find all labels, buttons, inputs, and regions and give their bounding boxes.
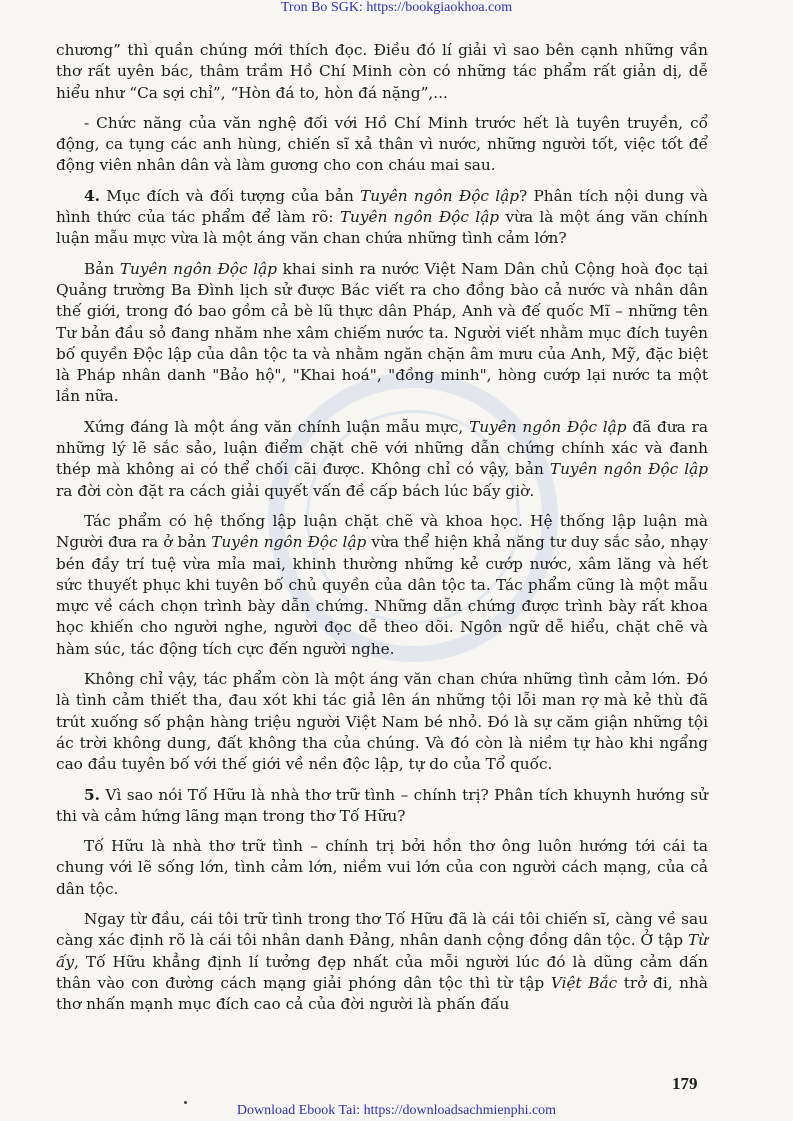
text-segment: vừa là một áng văn chính luận mẫu mực vừa là một áng văn chan chứa những tình cảm lớn? <box>56 208 709 248</box>
body-paragraph <box>56 113 708 177</box>
text-segment: Mục đích và đối tượng của bản <box>99 186 361 205</box>
text-segment: - Chức năng của văn nghệ đối với Hồ Chí Minh trước hết là tuyên truyền, cổ động, ca tụng các anh hùng, chiến sĩ xả thân vì nước, những người tốt, việc tốt để động viên nhân dân và làm gương cho con cháu mai sau. <box>56 113 708 175</box>
page-body <box>56 40 708 1015</box>
text-segment: Không chỉ vậy, tác phẩm còn là một áng văn chan chứa những tình cảm lớn. Đó là tình cảm thiết tha, đau xót khi tác giả lên án những tội lỗi man rợ mà kẻ thù đã trút xuống số phận hàng triệu người Việt Nam bé nhỏ. Đó là sự căm giận những tội ác trời không dung, đất không tha của chúng. Và đó còn là niềm tự hào khi ngẩng cao đầu tuyên bố với thế giới về nền độc lập, tự do của Tổ quốc. <box>56 670 708 774</box>
italic-title: Việt Bắc <box>550 973 618 992</box>
text-segment: ? Phân tích nội dung và hình thức của tác phẩm để làm rõ: <box>56 186 709 227</box>
text-segment: Xứng đáng là một áng văn chính luận mẫu mực, <box>84 417 470 436</box>
body-paragraph <box>56 836 708 900</box>
text-segment: Vì sao nói Tố Hữu là nhà thơ trữ tình – chính trị? Phân tích khuynh hướng sử thi và cảm hứng lãng mạn trong thơ Tố Hữu? <box>56 785 708 825</box>
text-segment: Tố Hữu là nhà thơ trữ tình – chính trị bởi hồn thơ ông luôn hướng tới cái ta chung với lẽ sống lớn, tình cảm lớn, niềm vui lớn của con người cách mạng, của cả dân tộc. <box>56 837 708 898</box>
text-segment: Ngay từ đầu, cái tôi trữ tình trong thơ Tố Hữu đã là cái tôi chiến sĩ, càng về sau càng xác định rõ là cái tôi nhân danh Đảng, nhân danh cộng đồng dân tộc. Ở tập <box>56 909 708 950</box>
body-paragraph <box>56 417 708 502</box>
text-segment: trở đi, nhà thơ nhấn mạnh mục đích cao cả của đời người là phấn đấu <box>56 973 708 1014</box>
text-segment: , Tố Hữu khẳng định lí tưởng đẹp nhất của mỗi người lúc đó là dũng cảm dấn thân vào con đường cách mạng giải phóng dân tộc thì từ tập <box>56 952 708 992</box>
text-segment: Bản <box>84 259 120 278</box>
italic-title: Tuyên ngôn Độc lập <box>211 533 367 552</box>
page-number: 179 <box>672 1074 698 1093</box>
text-segment: đã đưa ra những lý lẽ sắc sảo, luận điểm chặt chẽ với những dẫn chứng chính xác và đanh thép mà không ai có thể chối cãi được. Không chỉ có vậy, bản <box>56 417 708 479</box>
text-segment: khai sinh ra nước Việt Nam Dân chủ Cộng hoà đọc tại Quảng trường Ba Đình lịch sử được Bác viết ra cho đồng bào cả nước và nhân dân thế giới, trong đó bao gồm cả bè lũ thực dân Pháp, Anh và đế quốc Mĩ – những tên Tư bản đầu sỏ đang nhăm nhe xâm chiếm nước ta. Người viết nhằm mục đích tuyên bố quyền Độc lập của dân tộc ta và nhằm ngăn chặn âm mưu của Anh, Mỹ, đặc biệt là Pháp nhân danh "Bảo hộ", "Khai hoá", "đồng minh", hòng cướp lại nước ta một lần nữa. <box>56 259 709 406</box>
body-paragraph <box>56 259 708 408</box>
body-paragraph <box>56 511 708 660</box>
question-number: 5. <box>84 785 100 804</box>
footer-watermark: Download Ebook Tai: https://downloadsachmienphi.com <box>236 1103 557 1118</box>
body-paragraph <box>56 40 708 104</box>
italic-title: Tuyên ngôn Độc lập <box>469 417 627 436</box>
header-watermark: Tron Bo SGK: https://bookgiaokhoa.com <box>280 0 513 15</box>
body-paragraph <box>56 909 708 1015</box>
text-segment: Tác phẩm có hệ thống lập luận chặt chẽ và khoa học. Hệ thống lập luận mà Người đưa ra ở bản <box>56 511 708 552</box>
question-paragraph <box>56 785 708 828</box>
italic-title: Từ ấy <box>56 931 708 971</box>
question-paragraph <box>56 186 708 250</box>
italic-title: Tuyên ngôn Độc lập <box>360 186 520 205</box>
question-number: 4. <box>84 186 100 205</box>
text-segment: chương” thì quần chúng mới thích đọc. Điều đó lí giải vì sao bên cạnh những vần thơ rất uyên bác, thâm trầm Hồ Chí Minh còn có những tác phẩm rất giản dị, dễ hiểu như “Ca sợi chỉ”, “Hòn đá to, hòn đá nặng”,... <box>56 41 708 102</box>
italic-title: Tuyên ngôn Độc lập <box>339 208 500 227</box>
body-paragraph <box>56 669 708 775</box>
italic-title: Tuyên ngôn Độc lập <box>549 460 708 479</box>
text-segment: vừa thể hiện khả năng tư duy sắc sảo, nhạy bén đầy trí tuệ vừa mỉa mai, khinh thường những kẻ cướp nước, xâm lăng và hết sức thuyết phục khi tuyên bố chủ quyền của dân tộc ta. Tác phẩm cũng là một mẫu mực về cách chọn trình bày dẫn chứng. Những dẫn chứng được trình bày rất khoa học khiến cho người nghe, người đọc dễ theo dõi. Ngôn ngữ dễ hiểu, chặt chẽ và hàm súc, tác động tích cực đến người nghe. <box>56 533 708 658</box>
italic-title: Tuyên ngôn Độc lập <box>119 259 278 278</box>
text-segment: ra đời còn đặt ra cách giải quyết vấn đề cấp bách lúc bấy giờ. <box>56 481 535 500</box>
